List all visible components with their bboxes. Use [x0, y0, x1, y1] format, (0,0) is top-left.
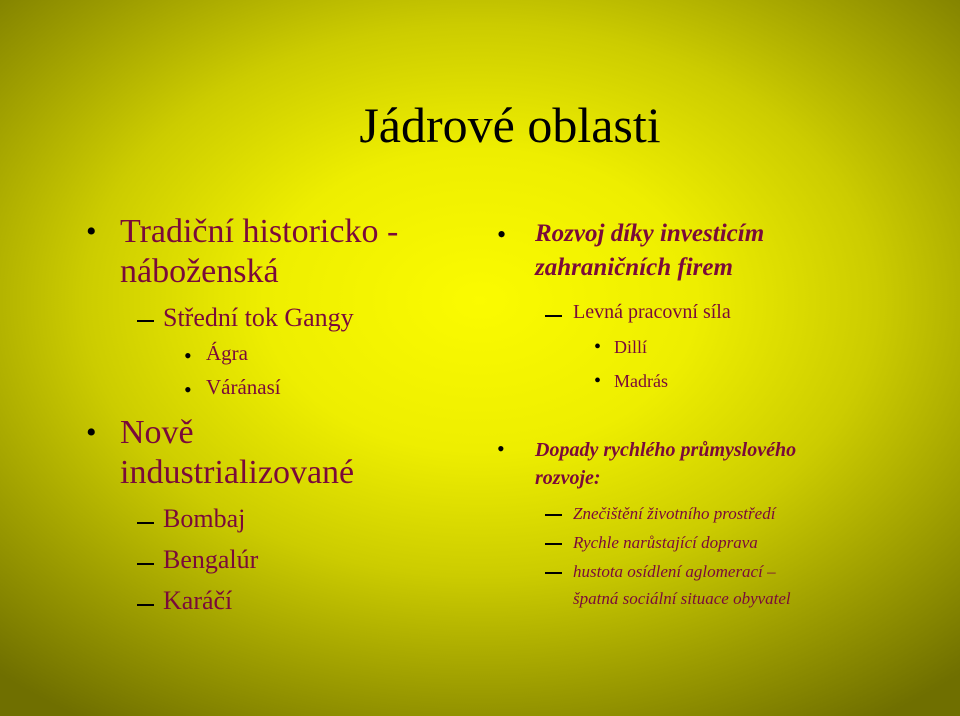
slide-title: Jádrové oblasti	[359, 97, 661, 153]
bullet-icon: •	[594, 336, 602, 358]
left-item-2-line2: industrializované	[120, 454, 355, 491]
left-sub-1: Střední tok Gangy	[163, 303, 354, 332]
bullet-icon: •	[497, 436, 505, 461]
right-sub-2-2: Rychle narůstající doprava	[573, 533, 758, 552]
right-subsub-1: Dillí	[614, 337, 648, 357]
right-item-2-line1: Dopady rychlého průmyslového	[535, 439, 797, 461]
bullet-icon: •	[184, 343, 192, 368]
left-subsub-2: Váránasí	[206, 375, 281, 399]
bullet-icon: •	[86, 416, 97, 449]
left-item-1-line2: náboženská	[120, 253, 279, 290]
right-item-2-line2: rozvoje:	[535, 467, 601, 489]
left-sub-2-2: Bengalúr	[163, 545, 259, 574]
dash-icon	[137, 563, 154, 565]
right-sub-2-1: Znečištění životního prostředí	[573, 504, 776, 523]
left-item-1-line1: Tradiční historicko -	[120, 213, 399, 250]
left-sub-2-3: Karáčí	[163, 586, 233, 615]
dash-icon	[545, 543, 562, 545]
bullet-icon: •	[86, 215, 97, 248]
dash-icon	[545, 572, 562, 574]
right-subsub-2: Madrás	[614, 371, 668, 391]
dash-icon	[545, 315, 562, 317]
dash-icon	[137, 604, 154, 606]
bullet-icon: •	[184, 377, 192, 402]
dash-icon	[545, 514, 562, 516]
right-sub-2-3-line2: špatná sociální situace obyvatel	[573, 589, 791, 608]
dash-icon	[137, 522, 154, 524]
left-sub-2-1: Bombaj	[163, 504, 246, 533]
right-item-1-line1: Rozvoj díky investicím	[535, 220, 765, 247]
right-sub-1: Levná pracovní síla	[573, 301, 731, 323]
left-subsub-1: Ágra	[206, 341, 248, 365]
right-sub-2-3-line1: hustota osídlení aglomerací –	[573, 562, 776, 581]
left-item-2-line1: Nově	[120, 414, 194, 451]
bullet-icon: •	[497, 220, 507, 249]
dash-icon	[137, 320, 154, 322]
right-item-1-line2: zahraničních firem	[535, 254, 733, 281]
bullet-icon: •	[594, 370, 602, 392]
